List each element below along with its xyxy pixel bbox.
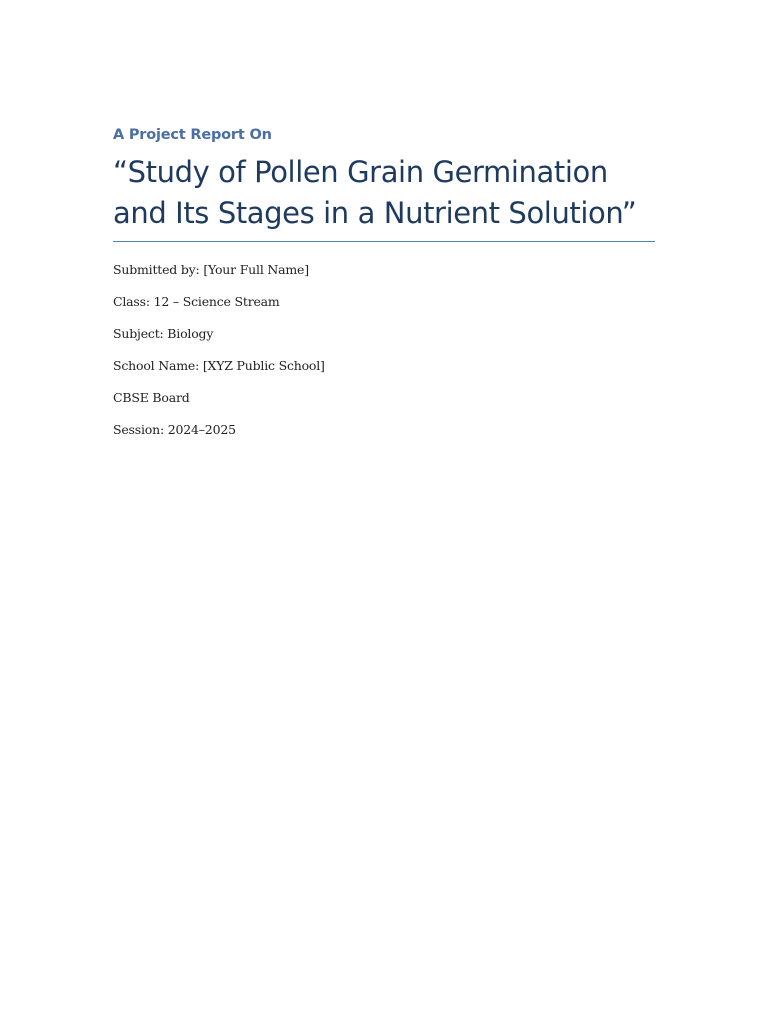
report-title: “Study of Pollen Grain Germination and Its Stages in a Nutrient Solution” <box>113 155 637 230</box>
detail-class: Class: 12 – Science Stream <box>113 294 280 309</box>
cover-content <box>113 124 655 454</box>
detail-subject: Subject: Biology <box>113 326 214 341</box>
detail-board: CBSE Board <box>113 390 190 405</box>
report-details <box>113 262 655 438</box>
detail-session: Session: 2024–2025 <box>113 422 236 437</box>
detail-submitted-by: Submitted by: [Your Full Name] <box>113 262 309 277</box>
detail-school-name: School Name: [XYZ Public School] <box>113 358 325 373</box>
title-divider <box>113 241 655 242</box>
report-subtitle: A Project Report On <box>113 127 272 143</box>
